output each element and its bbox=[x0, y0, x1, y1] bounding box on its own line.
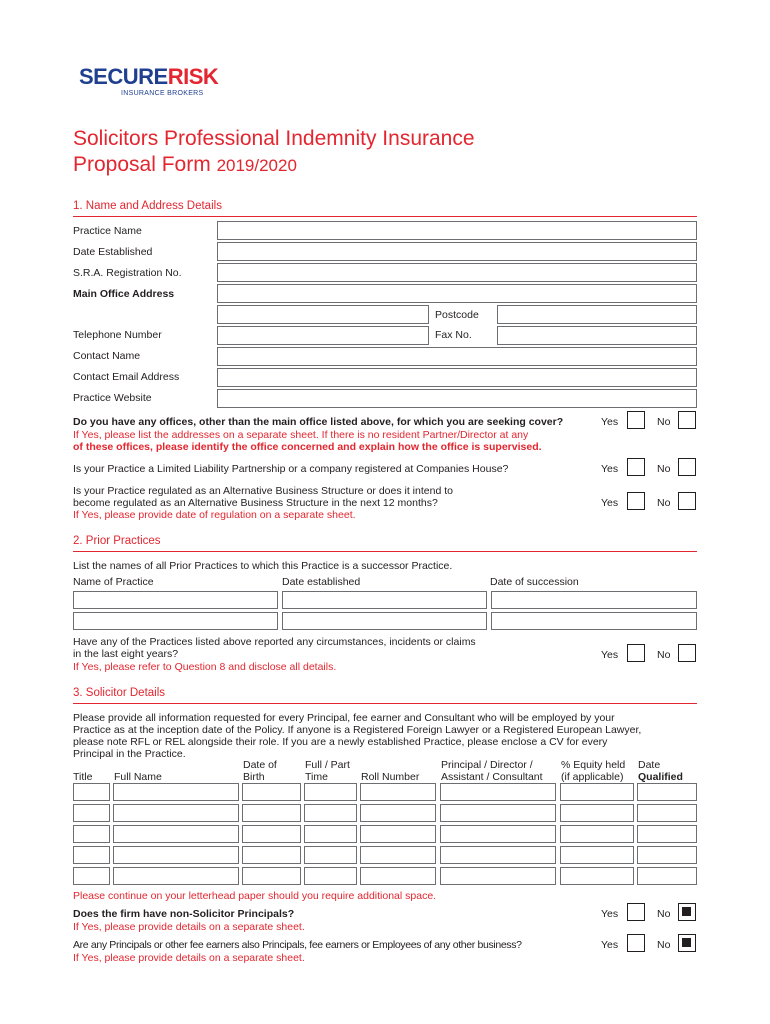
logo bbox=[79, 64, 219, 97]
col-date-2: Qualified bbox=[638, 771, 683, 783]
sra-input[interactable] bbox=[217, 263, 697, 282]
q2-llp: Is your Practice a Limited Liability Partnership or a company registered at Companies House? bbox=[73, 463, 509, 475]
q2-no-label: No bbox=[657, 463, 671, 475]
q2-yes-checkbox[interactable] bbox=[627, 458, 645, 476]
sol-name-2[interactable] bbox=[113, 804, 239, 822]
logo-risk: RISK bbox=[167, 64, 219, 89]
title-form: Proposal Form bbox=[73, 153, 211, 176]
col-role-1: Principal / Director / bbox=[441, 759, 533, 771]
sol-date-1[interactable] bbox=[637, 783, 697, 801]
col-role-2: Assistant / Consultant bbox=[441, 771, 543, 783]
sol-name-4[interactable] bbox=[113, 846, 239, 864]
practice-name-input[interactable] bbox=[217, 221, 697, 240]
fax-label: Fax No. bbox=[435, 329, 472, 341]
s3-intro3: please note RFL or REL alongside their role. If you are a newly established Practice, please enclose a CV for every bbox=[73, 736, 608, 748]
sol-equity-2[interactable] bbox=[560, 804, 634, 822]
s2-q-line1: Have any of the Practices listed above reported any circumstances, incidents or claims bbox=[73, 636, 476, 648]
col-date-established: Date established bbox=[282, 576, 361, 588]
prior-established-1[interactable] bbox=[282, 591, 487, 609]
col-date-succession: Date of succession bbox=[490, 576, 579, 588]
sol-roll-3[interactable] bbox=[360, 825, 436, 843]
website-input[interactable] bbox=[217, 389, 697, 408]
q3-yes-checkbox[interactable] bbox=[627, 492, 645, 510]
prior-succession-1[interactable] bbox=[491, 591, 697, 609]
sol-title-5[interactable] bbox=[73, 867, 110, 885]
contact-name-input[interactable] bbox=[217, 347, 697, 366]
sol-equity-1[interactable] bbox=[560, 783, 634, 801]
q3-line1: Is your Practice regulated as an Alternative Business Structure or does it intend to bbox=[73, 485, 453, 497]
s3-q1: Does the firm have non-Solicitor Principals? bbox=[73, 908, 295, 920]
sol-role-2[interactable] bbox=[440, 804, 556, 822]
prior-established-2[interactable] bbox=[282, 612, 487, 630]
s3-q1-no-checkbox[interactable] bbox=[678, 903, 696, 921]
s3-q2: Are any Principals or other fee earners also Principals, fee earners or Employees of any other business? bbox=[73, 939, 522, 951]
s3-q2-note: If Yes, please provide details on a separate sheet. bbox=[73, 952, 305, 964]
q3-line2: become regulated as an Alternative Business Structure in the next 12 months? bbox=[73, 497, 438, 509]
sol-role-3[interactable] bbox=[440, 825, 556, 843]
date-established-label: Date Established bbox=[73, 246, 153, 258]
q3-no-checkbox[interactable] bbox=[678, 492, 696, 510]
section1-rule bbox=[73, 216, 697, 217]
q1-no-checkbox[interactable] bbox=[678, 411, 696, 429]
page-title bbox=[73, 126, 475, 179]
col-dob-2: Birth bbox=[243, 771, 265, 783]
logo-wordmark bbox=[79, 66, 218, 88]
section3-rule bbox=[73, 703, 697, 704]
practice-name-label: Practice Name bbox=[73, 225, 142, 237]
contact-name-label: Contact Name bbox=[73, 350, 141, 362]
col-date-1: Date bbox=[638, 759, 661, 771]
telephone-label: Telephone Number bbox=[73, 329, 162, 341]
col-title: Title bbox=[73, 771, 93, 783]
sol-fpt-5[interactable] bbox=[304, 867, 357, 885]
sol-title-2[interactable] bbox=[73, 804, 110, 822]
prior-succession-2[interactable] bbox=[491, 612, 697, 630]
s3-intro4: Principal in the Practice. bbox=[73, 748, 186, 760]
website-label: Practice Website bbox=[73, 392, 152, 404]
s2-no-checkbox[interactable] bbox=[678, 644, 696, 662]
sol-role-5[interactable] bbox=[440, 867, 556, 885]
col-roll: Roll Number bbox=[361, 771, 420, 783]
s3-intro2: Practice as at the inception date of the Policy. If anyone is a Registered Foreign Lawyer or a Registered European Lawyer, bbox=[73, 724, 642, 736]
sol-date-5[interactable] bbox=[637, 867, 697, 885]
s2-q-line2: in the last eight years? bbox=[73, 648, 179, 660]
main-office-label: Main Office Address bbox=[73, 288, 175, 300]
sol-title-4[interactable] bbox=[73, 846, 110, 864]
sol-roll-1[interactable] bbox=[360, 783, 436, 801]
col-name-of-practice: Name of Practice bbox=[73, 576, 154, 588]
sol-fpt-3[interactable] bbox=[304, 825, 357, 843]
s3-q2-no-label: No bbox=[657, 939, 671, 951]
s3-q1-yes-label: Yes bbox=[601, 908, 619, 920]
sol-fpt-2[interactable] bbox=[304, 804, 357, 822]
col-dob-1: Date of bbox=[243, 759, 277, 771]
sol-equity-3[interactable] bbox=[560, 825, 634, 843]
sol-date-2[interactable] bbox=[637, 804, 697, 822]
s3-q1-no-label: No bbox=[657, 908, 671, 920]
sol-dob-2[interactable] bbox=[242, 804, 301, 822]
sol-dob-3[interactable] bbox=[242, 825, 301, 843]
contact-email-label: Contact Email Address bbox=[73, 371, 180, 383]
q1-yes-checkbox[interactable] bbox=[627, 411, 645, 429]
telephone-input[interactable] bbox=[217, 326, 429, 345]
fax-input[interactable] bbox=[497, 326, 697, 345]
prior-name-1[interactable] bbox=[73, 591, 278, 609]
q1-offices: Do you have any offices, other than the main office listed above, for which you are seeking cover? bbox=[73, 416, 564, 428]
sra-label: S.R.A. Registration No. bbox=[73, 267, 182, 279]
s3-q2-yes-label: Yes bbox=[601, 939, 619, 951]
section3-heading: 3. Solicitor Details bbox=[73, 687, 166, 699]
q1-yes-label: Yes bbox=[601, 416, 619, 428]
sol-title-3[interactable] bbox=[73, 825, 110, 843]
sol-role-1[interactable] bbox=[440, 783, 556, 801]
s2-yes-checkbox[interactable] bbox=[627, 644, 645, 662]
sol-dob-1[interactable] bbox=[242, 783, 301, 801]
main-office-input[interactable] bbox=[217, 284, 697, 303]
sol-name-5[interactable] bbox=[113, 867, 239, 885]
s3-q1-yes-checkbox[interactable] bbox=[627, 903, 645, 921]
col-equity-1: % Equity held bbox=[561, 759, 626, 771]
col-equity-2: (if applicable) bbox=[561, 771, 624, 783]
sol-name-1[interactable] bbox=[113, 783, 239, 801]
section2-intro: List the names of all Prior Practices to which this Practice is a successor Practice. bbox=[73, 560, 453, 572]
s3-q1-note: If Yes, please provide details on a separate sheet. bbox=[73, 921, 305, 933]
sol-dob-5[interactable] bbox=[242, 867, 301, 885]
sol-dob-4[interactable] bbox=[242, 846, 301, 864]
q1-note1: If Yes, please list the addresses on a separate sheet. If there is no resident Partner/Director at any bbox=[73, 429, 529, 441]
postcode-label: Postcode bbox=[435, 309, 479, 321]
sol-role-4[interactable] bbox=[440, 846, 556, 864]
s2-yes-label: Yes bbox=[601, 649, 619, 661]
s3-q2-no-checkbox[interactable] bbox=[678, 934, 696, 952]
sol-fpt-4[interactable] bbox=[304, 846, 357, 864]
title-line2 bbox=[73, 152, 475, 179]
section2-rule bbox=[73, 551, 697, 552]
col-fpt-2: Time bbox=[305, 771, 328, 783]
sol-roll-5[interactable] bbox=[360, 867, 436, 885]
continue-note: Please continue on your letterhead paper should you require additional space. bbox=[73, 890, 437, 902]
sol-fpt-1[interactable] bbox=[304, 783, 357, 801]
sol-name-3[interactable] bbox=[113, 825, 239, 843]
sol-date-4[interactable] bbox=[637, 846, 697, 864]
col-fpt-1: Full / Part bbox=[305, 759, 350, 771]
main-office-input-2[interactable] bbox=[217, 305, 429, 324]
q2-yes-label: Yes bbox=[601, 463, 619, 475]
s3-intro1: Please provide all information requested for every Principal, fee earner and Consultant who will be employed by your bbox=[73, 712, 615, 724]
s2-q-note: If Yes, please refer to Question 8 and disclose all details. bbox=[73, 661, 337, 673]
sol-title-1[interactable] bbox=[73, 783, 110, 801]
q3-no-label: No bbox=[657, 497, 671, 509]
s3-q2-yes-checkbox[interactable] bbox=[627, 934, 645, 952]
q3-yes-label: Yes bbox=[601, 497, 619, 509]
sol-equity-5[interactable] bbox=[560, 867, 634, 885]
title-year: 2019/2020 bbox=[216, 156, 297, 175]
sol-roll-2[interactable] bbox=[360, 804, 436, 822]
prior-name-2[interactable] bbox=[73, 612, 278, 630]
section1-heading: 1. Name and Address Details bbox=[73, 200, 222, 212]
q1-note2: of these offices, please identify the office concerned and explain how the office is supervised. bbox=[73, 441, 542, 453]
sol-roll-4[interactable] bbox=[360, 846, 436, 864]
q1-no-label: No bbox=[657, 416, 671, 428]
logo-secure: SECURE bbox=[79, 64, 168, 89]
s2-no-label: No bbox=[657, 649, 671, 661]
sol-date-3[interactable] bbox=[637, 825, 697, 843]
contact-email-input[interactable] bbox=[217, 368, 697, 387]
title-line1: Solicitors Professional Indemnity Insurance bbox=[73, 127, 475, 150]
logo-subtitle: INSURANCE BROKERS bbox=[121, 90, 204, 97]
q3-note: If Yes, please provide date of regulation on a separate sheet. bbox=[73, 509, 356, 521]
col-full-name: Full Name bbox=[114, 771, 162, 783]
date-established-input[interactable] bbox=[217, 242, 697, 261]
section2-heading: 2. Prior Practices bbox=[73, 535, 161, 547]
sol-equity-4[interactable] bbox=[560, 846, 634, 864]
q2-no-checkbox[interactable] bbox=[678, 458, 696, 476]
postcode-input[interactable] bbox=[497, 305, 697, 324]
